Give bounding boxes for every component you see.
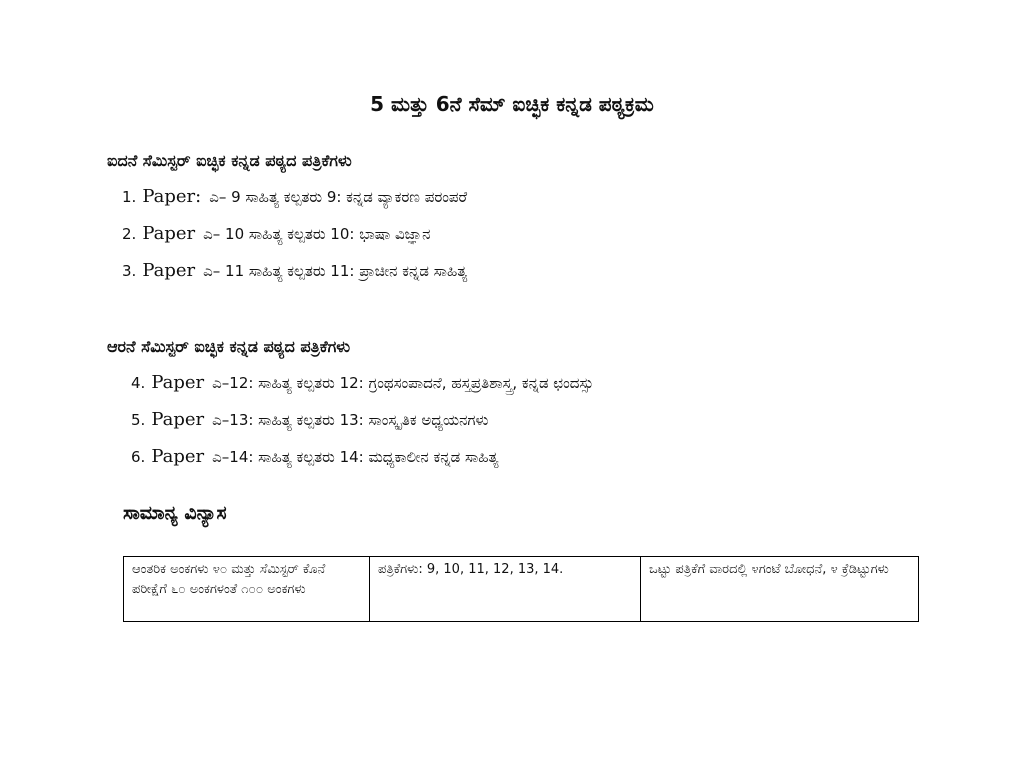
paper-title: ಎ– 10 ಸಾಹಿತ್ಯ ಕಲ್ಪತರು 10: ಭಾಷಾ ವಿಜ್ಞಾನ xyxy=(203,225,431,243)
page-title: 5 ಮತ್ತು 6ನೆ ಸೆಮ್ ಐಚ್ಛಿಕ ಕನ್ನಡ ಪಠ್ಯಕ್ರಮ xyxy=(370,92,654,116)
paper-label: Paper xyxy=(142,223,196,244)
paper-label: Paper xyxy=(142,260,196,281)
paper-title: ಎ–14: ಸಾಹಿತ್ಯ ಕಲ್ಪತರು 14: ಮಧ್ಯಕಾಲೀನ ಕನ್ನಡ ಸಾಹಿತ್ಯ xyxy=(212,448,499,466)
list-item xyxy=(131,444,594,481)
marks-cell: ಆಂತರಿಕ ಅಂಕಗಳು ೪೦ ಮತ್ತು ಸೆಮಿಸ್ಟರ್ ಕೊನೆ ಪರೀಕ್ಷೆಗೆ ೬೦ ಅಂಕಗಳಂತೆ ೧೦೦ ಅಂಕಗಳು xyxy=(124,557,370,622)
paper-label: Paper xyxy=(151,372,205,393)
paper-label: Paper xyxy=(151,409,205,430)
summary-table xyxy=(123,556,919,622)
semester5-paper-list xyxy=(122,184,467,295)
paper-number: 5. xyxy=(131,411,146,429)
paper-number: 3. xyxy=(122,262,137,280)
table-row xyxy=(124,557,919,622)
paper-title: ಎ– 9 ಸಾಹಿತ್ಯ ಕಲ್ಪತರು 9: ಕನ್ನಡ ವ್ಯಾಕರಣ ಪರಂಪರೆ xyxy=(209,188,468,206)
paper-title: ಎ–13: ಸಾಹಿತ್ಯ ಕಲ್ಪತರು 13: ಸಾಂಸ್ಕೃತಿಕ ಅಧ್ಯಯನಗಳು xyxy=(212,411,489,429)
paper-number: 1. xyxy=(122,188,137,206)
semester6-heading: ಆರನೆ ಸೆಮಿಸ್ಟರ್ ಐಚ್ಛಿಕ ಕನ್ನಡ ಪಠ್ಯದ ಪತ್ರಿಕೆಗಳು xyxy=(107,337,351,356)
semester5-heading: ಐದನೆ ಸೆಮಿಸ್ಟರ್ ಐಚ್ಛಿಕ ಕನ್ನಡ ಪಠ್ಯದ ಪತ್ರಿಕೆಗಳು xyxy=(107,151,352,170)
list-item xyxy=(122,221,467,258)
paper-label: Paper: xyxy=(142,186,202,207)
list-item xyxy=(131,370,594,407)
credits-cell: ಒಟ್ಟು ಪತ್ರಿಕೆಗೆ ವಾರದಲ್ಲಿ ೪ಗಂಟೆ ಬೋಧನೆ, ೪ ಕ್ರೆಡಿಟ್ಟುಗಳು xyxy=(641,557,919,622)
list-item xyxy=(122,258,467,295)
paper-number: 6. xyxy=(131,448,146,466)
paper-title: ಎ–12: ಸಾಹಿತ್ಯ ಕಲ್ಪತರು 12: ಗ್ರಂಥಸಂಪಾದನೆ, ಹಸ್ತಪ್ರತಿಶಾಸ್ತ್ರ, ಕನ್ನಡ ಛಂದಸ್ಸು xyxy=(212,374,594,392)
general-section-title: ಸಾಮಾನ್ಯ ವಿನ್ಯಾಸ xyxy=(123,502,227,524)
paper-title: ಎ– 11 ಸಾಹಿತ್ಯ ಕಲ್ಪತರು 11: ಪ್ರಾಚೀನ ಕನ್ನಡ ಸಾಹಿತ್ಯ xyxy=(203,262,468,280)
papers-cell: ಪತ್ರಿಕೆಗಳು: 9, 10, 11, 12, 13, 14. xyxy=(370,557,641,622)
paper-number: 2. xyxy=(122,225,137,243)
list-item xyxy=(131,407,594,444)
paper-label: Paper xyxy=(151,446,205,467)
list-item xyxy=(122,184,467,221)
semester6-paper-list xyxy=(131,370,594,481)
paper-number: 4. xyxy=(131,374,146,392)
